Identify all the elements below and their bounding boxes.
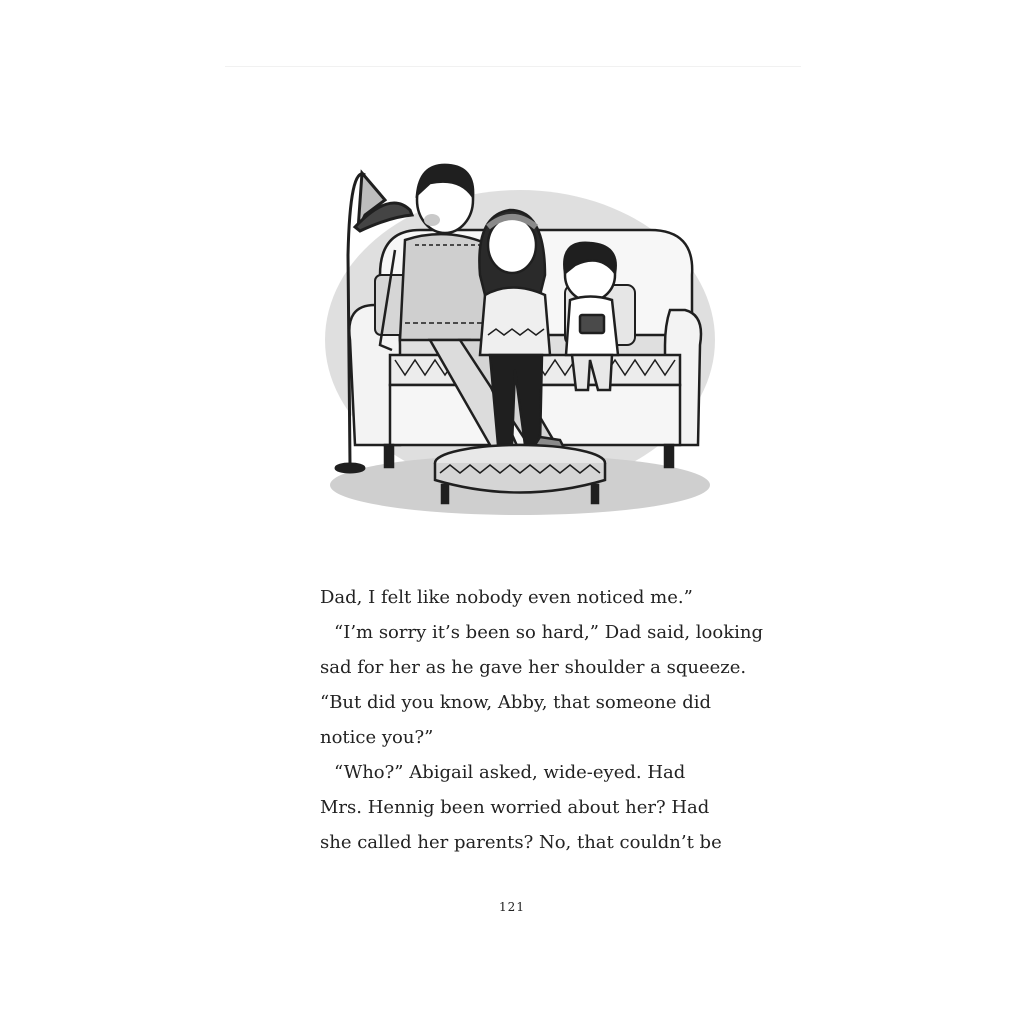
text-line: notice you?” bbox=[320, 727, 434, 748]
text-line: Mrs. Hennig been worried about her? Had bbox=[320, 797, 710, 818]
page-top-edge bbox=[225, 66, 801, 67]
body-text bbox=[320, 580, 764, 860]
boy-figure bbox=[564, 243, 618, 390]
text-line: Dad, I felt like nobody even noticed me.” bbox=[320, 587, 693, 608]
text-line: “I’m sorry it’s been so hard,” Dad said, looking bbox=[334, 622, 764, 643]
text-line: she called her parents? No, that couldn’t be bbox=[320, 832, 722, 853]
page-number: 121 bbox=[499, 900, 525, 914]
illustration-family-on-sofa bbox=[320, 155, 720, 520]
text-line: “But did you know, Abby, that someone did bbox=[320, 692, 712, 713]
text-line: “Who?” Abigail asked, wide-eyed. Had bbox=[334, 762, 686, 783]
text-line: sad for her as he gave her shoulder a squeeze. bbox=[320, 657, 747, 678]
